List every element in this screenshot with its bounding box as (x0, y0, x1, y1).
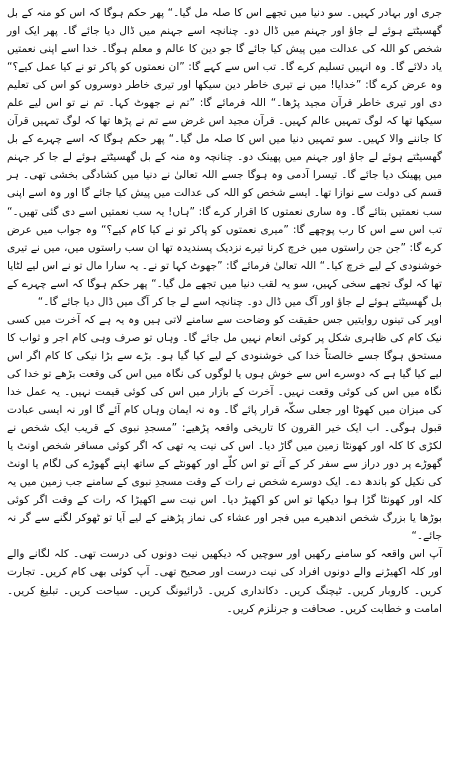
paragraph-conclusion: آپ اس واقعہ کو سامنے رکھیں اور سوچیں کہ دیکھیں نیت دونوں کی درست تھی۔ کلہ لگانے والے اور کلہ اکھیڑنے والے دونوں افراد کی نیت درست اور صحیح تھی۔ آپ کوئی بھی کام کریں۔ تجارت کریں۔ کاروبار کریں۔ ٹیچنگ کریں۔ دکانداری کریں۔ ڈرائیونگ کریں۔ سیاحت کریں۔ تبلیغ کریں۔ امامت و خطابت کریں۔ صحافت و جرنلزم کریں۔ (7, 548, 442, 615)
paragraph-explanation: اوپر کی تینوں روایتیں جس حقیقت کو وضاحت سے سامنے لاتی ہیں وہ یہ ہے کہ آخرت میں کسی نیک کام کی ظاہری شکل پر کوئی انعام نہیں مل جائے گا۔ وہاں تو صرف وہی کام اجر و ثواب کا مستحق ہوگا جسے خالصتاً خدا کی خوشنودی کے لیے کیا گیا ہو۔ بڑے سے بڑا نیکی کا کام اگر اس لیے کیا گیا ہے کہ دوسرے اس سے خوش ہوں یا لوگوں کی نگاہ میں اس کی وقعت بڑھے تو خدا کی نگاہ میں اس کی کوئی وقعت نہیں۔ آخرت کے بازار میں اس کی کوئی قیمت نہیں۔ یہ عمل خدا کی میزان میں کھوٹا اور جعلی سکّہ قرار پائے گا۔ وہ نہ ایمان وہاں کام آئے گا اور نہ ایسی عبادت قبول ہوگی۔ اب ایک خیر القرون کا تاریخی واقعہ پڑھیے: ”مسجدِ نبوی کے قریب ایک شخص نے لکڑی کا کلہ اور کھونٹا زمین میں گاڑ دیا۔ اس کی نیت یہ تھی کہ اگر کوئی مسافر شخص اونٹ یا گھوڑے پر دور دراز سے سفر کر کے آئے تو اس کلّے اور کھونٹے کے ساتھ اپنے گھوڑے کی لگام یا اونٹ کی نکیل کو باندھ دے۔ ایک دوسرے شخص نے رات کے وقت مسجدِ نبوی کے سامنے جب زمین میں یہ کلہ اور کھونٹا گڑا ہوا دیکھا تو اس کو اکھیڑ دیا۔ اس نیت سے اکھیڑا کہ رات کے وقت اگر کوئی بوڑھا یا بزرگ شخص اندھیرے میں فجر اور عشاء کی نماز پڑھنے کے لیے آیا تو ٹھوکر لگنے سے گر نہ جائے۔“ (7, 313, 442, 543)
paragraph-hadith-narration: جری اور بہادر کہیں۔ سو دنیا میں تجھے اس کا صلہ مل گیا۔“ پھر حکم ہوگا کہ اس کو منہ کے بل گھسیٹتے ہوئے لے جاؤ اور جہنم میں ڈال دو۔ چنانچہ اسے جہنم میں ڈال دیا جائے گا۔ پھر ایک اور شخص کو اللہ کی عدالت میں پیش کیا جائے گا جو دین کا عالم و معلم ہوگا۔ خدا اسے اپنی نعمتیں یاد دلائے گا۔ وہ انہیں تسلیم کرے گا۔ تب اس سے کہے گا: ”ان نعمتوں کو پاکر تو نے کیا عمل کیے؟“ وہ عرض کرے گا: ”خدایا! میں نے تیری خاطر دین سیکھا اور تیری خاطر دوسروں کو اس کی تعلیم دی اور تیری خاطر قرآن مجید پڑھا۔“ اللہ فرمائے گا: ”تم نے جھوٹ کہا۔ تم نے تو اس لیے علم سیکھا تھا کہ لوگ تمہیں عالم کہیں۔ قرآن مجید اس غرض سے تم نے پڑھا تھا کہ لوگ تمہیں قرآن کا جاننے والا کہیں۔ سو تمہیں دنیا میں اس کا صلہ مل گیا۔“ پھر حکم ہوگا کہ اسے چہرے کے بل گھسیٹتے ہوئے لے جاؤ اور جہنم میں پھینک دو۔ چنانچہ وہ منہ کے بل گھسیٹتے ہوئے لے جا کر جہنم میں پھینک دیا جائے گا۔ تیسرا آدمی وہ ہوگا جسے اللہ تعالیٰ نے دنیا میں کشادگی بخشی تھی۔ ہر قسم کی دولت سے نوازا تھا۔ ایسے شخص کو اللہ کی عدالت میں پیش کیا جائے گا اور وہ اسے اپنی سب نعمتیں بتائے گا۔ وہ ساری نعمتوں کا اقرار کرے گا: ”ہاں! یہ سب نعمتیں اسے دی گئی تھیں۔“ تب اس سے اس کا رب پوچھے گا: ”میری نعمتوں کو پاکر تو نے کیا کام کیے؟“ وہ جواب میں عرض کرے گا: ”جن جن راستوں میں خرچ کرنا تیرے نزدیک پسندیدہ تھا ان سب راستوں میں، میں نے تیری خوشنودی کے لیے خرچ کیا۔“ اللہ تعالیٰ فرمائے گا: ”جھوٹ کہا تو نے۔ یہ سارا مال تو نے اس لیے لٹایا تھا کہ لوگ تجھے سخی کہیں، سو یہ لقب دنیا میں تجھے مل گیا۔“ پھر حکم ہوگا کہ اسے چہرے کے بل گھسیٹتے ہوئے لے جاؤ اور آگ میں ڈال دو۔ چنانچہ اسے لے جا کر آگ میں ڈال دیا جائے گا۔“ (7, 7, 442, 308)
